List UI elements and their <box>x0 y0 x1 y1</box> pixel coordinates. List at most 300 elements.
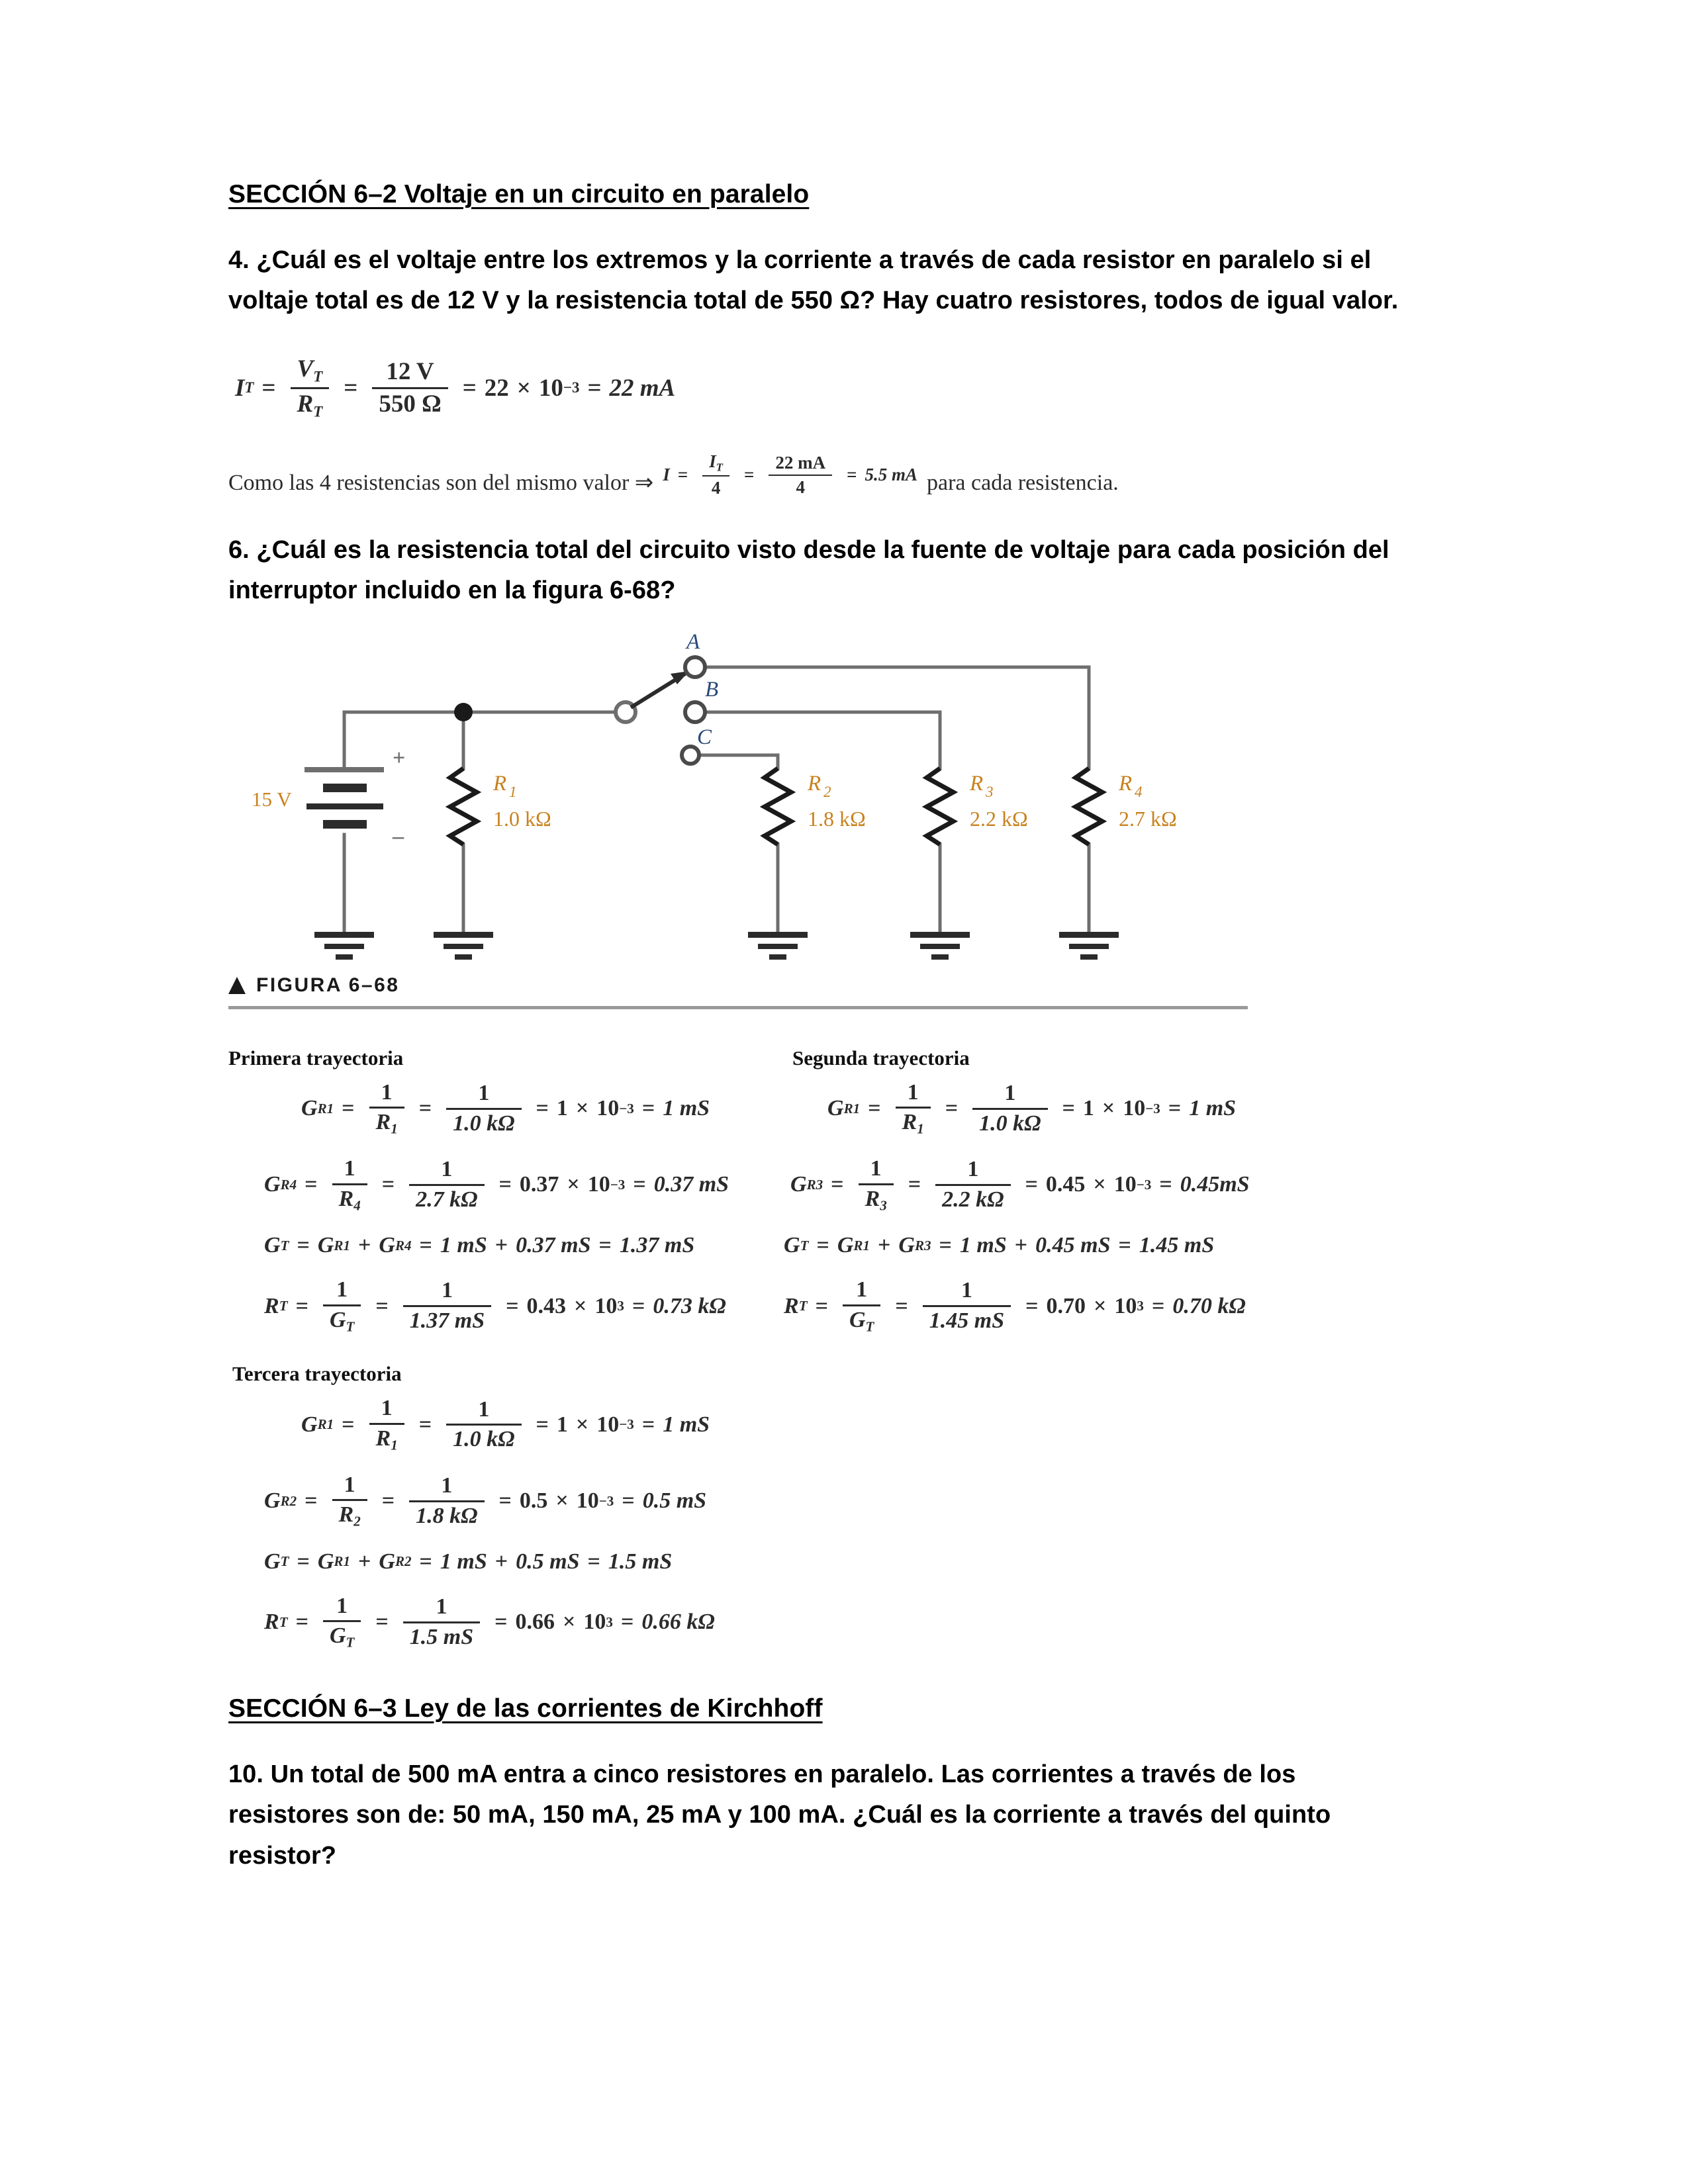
equation-gt-sum <box>784 1233 1274 1258</box>
exponent: 3 <box>606 1614 613 1630</box>
equals-2: = <box>381 1488 395 1514</box>
mantissa: 0.43 <box>526 1293 567 1318</box>
path-equations-primera <box>264 1079 731 1335</box>
eq-lhs: G <box>790 1172 807 1197</box>
mantissa: 0.45 <box>1045 1172 1086 1197</box>
resistor-r1-value: 1.0 kΩ <box>493 806 551 831</box>
equals-2: = <box>939 1233 952 1258</box>
equals-2: = <box>908 1172 921 1197</box>
fraction-1-over-value <box>409 1158 484 1212</box>
exponent: −3 <box>598 1492 614 1509</box>
result-mantissa: 22 <box>484 374 509 402</box>
equation-gr3 <box>790 1157 1274 1213</box>
question-4-text: 4. ¿Cuál es el voltaje entre los extremos y la corriente a través de cada resistor en paralelo si el voltaje total es de 12 V y la resistencia total de 550 Ω? Hay cuatro resistores, todos de igual valor. <box>228 246 1399 315</box>
fraction-1-over-r <box>896 1081 931 1137</box>
fraction-bar <box>403 1621 480 1623</box>
figure-caption <box>228 974 1420 997</box>
switch-terminal-a[interactable] <box>685 657 705 677</box>
equation-gr1 <box>827 1081 1274 1137</box>
inline-result: 5.5 mA <box>865 465 918 485</box>
fraction-bar <box>935 1184 1010 1186</box>
b-value: 0.37 mS <box>516 1233 591 1258</box>
times: × <box>1094 1293 1107 1318</box>
final-value: 1 mS <box>663 1412 710 1437</box>
resistor-r1-name: R <box>493 771 507 796</box>
circuit-diagram-svg <box>228 633 1420 970</box>
fraction-1-over-value <box>935 1158 1010 1212</box>
term-b-sub: R3 <box>914 1237 931 1253</box>
resistor-r1 <box>450 768 477 844</box>
numerator-one: 1 <box>967 1157 979 1182</box>
numerator-one: 1 <box>441 1473 453 1498</box>
vt-subscript: T <box>313 368 323 385</box>
times: × <box>575 1412 589 1437</box>
equals-2: = <box>419 1233 432 1258</box>
document-content <box>228 179 1420 1876</box>
numerator-22ma: 22 mA <box>775 452 826 473</box>
den-value: 1.37 mS <box>409 1308 485 1334</box>
final-value: 0.73 kΩ <box>653 1293 726 1318</box>
numerator-one: 1 <box>344 1472 355 1497</box>
fraction-it-4 <box>702 452 729 498</box>
base: 10 <box>596 1096 620 1121</box>
equals-2: = <box>375 1293 389 1318</box>
numerator-one: 1 <box>336 1593 348 1618</box>
equation-rt <box>784 1278 1274 1334</box>
numerator-one: 1 <box>870 1156 882 1181</box>
question-10-text: 10. Un total de 500 mA entra a cinco resistores en paralelo. Las corrientes a través de los resistores son de: 50 mA, 150 mA, 25 mA y 100 mA. ¿Cuál es la corriente a través del quinto resistor? <box>228 1760 1331 1870</box>
term-b: G <box>379 1549 395 1574</box>
equals-3: = <box>1118 1233 1131 1258</box>
equals-4: = <box>632 1293 645 1318</box>
equals-1: = <box>305 1488 318 1514</box>
a-value: 1 mS <box>959 1233 1007 1258</box>
fraction-bar <box>332 1183 367 1185</box>
equals-1: = <box>297 1549 310 1574</box>
note-tail-text: para cada resistencia. <box>927 470 1119 495</box>
denominator-4b: 4 <box>796 477 805 497</box>
equals-1: = <box>868 1096 881 1121</box>
section-heading-6-2: SECCIÓN 6–2 Voltaje en un circuito en paralelo <box>228 180 810 208</box>
den-symbol: R <box>375 1110 391 1135</box>
equation-rt <box>264 1278 731 1334</box>
resistor-r3 <box>927 768 953 844</box>
figure-divider-rule <box>228 1006 1248 1009</box>
term-b: G <box>898 1233 915 1258</box>
numerator-one: 1 <box>478 1396 490 1422</box>
battery-plus-sign: + <box>393 745 406 770</box>
resistor-r2 <box>765 768 791 844</box>
mantissa: 1 <box>556 1096 568 1121</box>
mantissa: 0.70 <box>1046 1293 1086 1318</box>
equals-2: = <box>375 1610 389 1635</box>
ground-r4 <box>1059 932 1119 960</box>
eq-lhs-sub: R3 <box>806 1176 823 1193</box>
term-a-sub: R1 <box>334 1553 350 1570</box>
final-value: 1.5 mS <box>608 1549 673 1574</box>
mantissa: 0.66 <box>515 1610 555 1635</box>
base: 10 <box>1114 1293 1137 1318</box>
b-value: 0.5 mS <box>516 1549 580 1574</box>
mantissa: 0.5 <box>519 1488 548 1514</box>
fraction-12v-550ohm <box>372 359 447 418</box>
final-value: 1 mS <box>663 1096 710 1121</box>
eq-lhs-sub: R2 <box>280 1492 297 1509</box>
den-subscript: 4 <box>353 1197 361 1214</box>
fraction-1-over-gt-value <box>923 1279 1011 1333</box>
fraction-1-over-value <box>972 1081 1047 1136</box>
term-a: G <box>837 1233 854 1258</box>
fraction-bar <box>972 1108 1047 1110</box>
a-value: 1 mS <box>440 1233 487 1258</box>
equals-3: = <box>598 1233 612 1258</box>
resistor-r4-value: 2.7 kΩ <box>1119 806 1177 831</box>
switch-label-a: A <box>686 632 700 654</box>
plus: + <box>358 1549 371 1574</box>
eq-lhs-sub: T <box>798 1298 808 1314</box>
equals-1: = <box>342 1096 355 1121</box>
den-value: 1.0 kΩ <box>979 1111 1041 1136</box>
fraction-vt-rt <box>291 356 330 420</box>
den-symbol: R <box>338 1186 354 1211</box>
equals-3: = <box>1025 1172 1038 1197</box>
fraction-bar <box>446 1108 521 1110</box>
numerator-one: 1 <box>961 1278 972 1303</box>
equals-4: = <box>1151 1293 1165 1318</box>
equation-gt-sum <box>264 1233 731 1258</box>
switch-assembly[interactable] <box>616 657 705 764</box>
ground-battery <box>314 932 374 960</box>
fraction-1-over-gt-value <box>403 1279 491 1333</box>
den-subscript: 3 <box>880 1197 887 1214</box>
equals-2: = <box>895 1293 908 1318</box>
denominator-550ohm: 550 Ω <box>379 390 442 418</box>
numerator-one: 1 <box>1004 1081 1016 1106</box>
equals-sign-4: = <box>587 374 602 402</box>
eq-lhs: G <box>264 1172 281 1197</box>
equals-3: = <box>536 1096 549 1121</box>
exponent: −3 <box>610 1176 626 1193</box>
equals-3: = <box>498 1488 512 1514</box>
path-title-tercera: Tercera trayectoria <box>232 1362 402 1386</box>
den-value: 2.7 kΩ <box>416 1187 478 1212</box>
exponent: −3 <box>619 1416 634 1433</box>
section-heading-6-3: SECCIÓN 6–3 Ley de las corrientes de Kirchhoff <box>228 1694 823 1723</box>
fraction-1-over-gt-value <box>403 1595 480 1649</box>
fraction-bar <box>923 1305 1011 1307</box>
numerator-one: 1 <box>441 1157 453 1182</box>
question-6-text: 6. ¿Cuál es la resistencia total del circuito visto desde la fuente de voltaje para cada posición del interruptor incluido en la figura 6-68? <box>228 535 1389 605</box>
eq-lhs-sub: T <box>800 1237 809 1253</box>
resistor-r4 <box>1076 768 1102 844</box>
final-value: 0.66 kΩ <box>641 1610 715 1635</box>
equals-1: = <box>295 1293 308 1318</box>
base: 10 <box>596 1412 620 1437</box>
numerator-one: 1 <box>856 1277 868 1302</box>
resistor-r2-name: R <box>808 771 821 796</box>
den-symbol: R <box>375 1426 391 1451</box>
term-a: G <box>317 1549 334 1574</box>
battery-voltage-label: 15 V <box>252 787 292 811</box>
resistor-r2-index: 2 <box>823 783 831 800</box>
battery-minus-sign: – <box>393 823 404 848</box>
equals-sign-2: = <box>743 465 755 485</box>
exponent: −3 <box>1145 1100 1160 1116</box>
path-title-primera: Primera trayectoria <box>228 1046 404 1069</box>
resistor-r4-name: R <box>1119 771 1133 796</box>
equals-4: = <box>620 1610 634 1635</box>
den-value: 1.8 kΩ <box>416 1503 478 1528</box>
den-subscript: 2 <box>353 1513 361 1529</box>
equals-3: = <box>498 1172 512 1197</box>
figure-6-68 <box>228 633 1420 970</box>
den-value: 1.0 kΩ <box>453 1427 515 1452</box>
term-b: G <box>379 1233 395 1258</box>
plus: + <box>878 1233 891 1258</box>
final-value: 1.45 mS <box>1139 1233 1215 1258</box>
equals-3: = <box>1025 1293 1039 1318</box>
eq-lhs: G <box>301 1096 318 1121</box>
times: × <box>1093 1172 1106 1197</box>
eq-lhs-sub: R1 <box>317 1416 334 1433</box>
times: × <box>555 1488 569 1514</box>
fraction-1-over-r <box>369 1081 404 1137</box>
numerator-12v: 12 V <box>386 357 434 385</box>
equation-gt-sum <box>264 1549 1420 1574</box>
inline-equation-per-resistor <box>663 452 917 498</box>
resistor-r1-index: 1 <box>509 783 517 800</box>
eq-lhs-sub: R1 <box>317 1100 334 1116</box>
eq-lhs-sub: T <box>280 1553 289 1570</box>
triangle-marker-icon <box>228 977 246 994</box>
numerator-one: 1 <box>336 1277 348 1302</box>
exponent: −3 <box>1136 1176 1152 1193</box>
result-base: 10 <box>538 374 563 402</box>
fraction-bar <box>291 387 330 389</box>
eq-lhs-symbol: I <box>235 374 245 402</box>
it-symbol: I <box>709 451 716 472</box>
final-value: 1.37 mS <box>619 1233 695 1258</box>
exponent: −3 <box>619 1100 634 1116</box>
resistor-r2-value: 1.8 kΩ <box>808 806 866 831</box>
equation-rt <box>264 1594 1420 1651</box>
resistor-zigzag <box>765 768 791 844</box>
fraction-22ma-4 <box>769 453 832 497</box>
base: 10 <box>576 1488 599 1514</box>
equals-sign-3: = <box>847 465 857 485</box>
base: 10 <box>1113 1172 1137 1197</box>
den-value: 1.5 mS <box>409 1624 474 1649</box>
switch-label-c: C <box>697 725 712 749</box>
switch-terminal-b[interactable] <box>685 702 705 722</box>
switch-label-b: B <box>705 677 719 702</box>
inline-lhs: I <box>663 465 670 485</box>
eq-lhs-subscript: T <box>244 379 254 396</box>
fraction-1-over-g <box>323 1594 361 1651</box>
equals-1: = <box>305 1172 318 1197</box>
resistor-r3-name: R <box>970 771 984 796</box>
resistor-zigzag <box>927 768 953 844</box>
den-value: 1.0 kΩ <box>453 1111 515 1136</box>
eq-lhs-sub: T <box>280 1237 289 1253</box>
numerator-one: 1 <box>381 1396 393 1421</box>
equation-total-current <box>235 356 1420 420</box>
equals-4: = <box>641 1096 655 1121</box>
equals-1: = <box>342 1412 355 1437</box>
resistor-r4-index: 4 <box>1135 783 1143 800</box>
equals-2: = <box>418 1096 432 1121</box>
numerator-one: 1 <box>381 1079 393 1105</box>
eq-lhs-sub: R1 <box>843 1100 861 1116</box>
fraction-bar <box>372 387 447 389</box>
equals-3: = <box>587 1549 600 1574</box>
equals-1: = <box>295 1610 308 1635</box>
eq-lhs: G <box>264 1549 281 1574</box>
equals-4: = <box>1168 1096 1182 1121</box>
mantissa: 1 <box>556 1412 568 1437</box>
equals-sign-1: = <box>261 374 276 402</box>
den-symbol: R <box>865 1186 880 1211</box>
term-a-sub: R1 <box>334 1237 350 1253</box>
eq-lhs: R <box>264 1293 279 1318</box>
denominator-4: 4 <box>711 478 721 498</box>
mantissa: 0.37 <box>519 1172 559 1197</box>
equals-1: = <box>831 1172 844 1197</box>
eq-lhs: G <box>301 1412 318 1437</box>
den-subscript: 1 <box>391 1121 398 1138</box>
final-current-value: 22 mA <box>609 374 676 402</box>
times: × <box>574 1293 587 1318</box>
final-value: 0.70 kΩ <box>1172 1293 1246 1318</box>
den-value: 2.2 kΩ <box>942 1187 1004 1212</box>
fraction-bar <box>323 1304 361 1306</box>
equation-gr1 <box>301 1081 731 1137</box>
eq-lhs: R <box>784 1293 799 1318</box>
times: × <box>567 1172 580 1197</box>
rt-symbol: R <box>297 390 314 418</box>
ground-symbols <box>314 932 1119 960</box>
path-block-segunda <box>758 1046 1274 1335</box>
final-value: 0.37 mS <box>653 1172 729 1197</box>
fraction-1-over-value <box>446 1081 521 1136</box>
vt-symbol: V <box>297 355 314 383</box>
den-symbol: G <box>329 1623 346 1649</box>
resistor-r3-index: 3 <box>986 783 994 800</box>
plus-2: + <box>1014 1233 1028 1258</box>
final-value: 1 mS <box>1189 1096 1237 1121</box>
path-equations-segunda <box>784 1079 1274 1335</box>
plus-2: + <box>494 1233 508 1258</box>
base: 10 <box>583 1610 606 1635</box>
equals-2: = <box>381 1172 395 1197</box>
eq-lhs-sub: T <box>279 1298 288 1314</box>
den-symbol: R <box>338 1502 354 1527</box>
exponent: 3 <box>1137 1298 1144 1314</box>
base: 10 <box>1123 1096 1146 1121</box>
base: 10 <box>587 1172 610 1197</box>
fraction-bar <box>332 1499 367 1501</box>
equals-sign-2: = <box>344 374 358 402</box>
equals-4: = <box>1159 1172 1172 1197</box>
figure-caption-label: FIGURA 6–68 <box>256 974 400 996</box>
fraction-bar <box>369 1107 404 1109</box>
fraction-1-over-r <box>369 1396 404 1453</box>
equals-3: = <box>536 1412 549 1437</box>
den-symbol: R <box>902 1110 917 1135</box>
rt-subscript: T <box>313 403 323 420</box>
equals-3: = <box>506 1293 519 1318</box>
fraction-1-over-value <box>446 1398 521 1452</box>
fraction-bar <box>769 475 832 476</box>
equals-2: = <box>945 1096 959 1121</box>
final-value: 0.5 mS <box>642 1488 707 1514</box>
path-title-segunda: Segunda trayectoria <box>792 1046 970 1069</box>
paths-columns <box>228 1046 1420 1335</box>
eq-lhs-sub: T <box>279 1614 288 1630</box>
equals-sign: = <box>677 465 688 485</box>
eq-lhs: G <box>264 1488 281 1514</box>
plus-2: + <box>494 1549 508 1574</box>
fraction-bar <box>843 1304 880 1306</box>
base: 10 <box>594 1293 618 1318</box>
fraction-1-over-value <box>409 1474 484 1528</box>
fraction-bar <box>403 1305 491 1307</box>
fraction-1-over-g <box>323 1278 361 1334</box>
eq-lhs: R <box>264 1610 279 1635</box>
term-b-sub: R2 <box>395 1553 412 1570</box>
numerator-one: 1 <box>478 1081 490 1106</box>
equals-sign-3: = <box>462 374 477 402</box>
result-exponent: −3 <box>563 379 580 396</box>
equals-2: = <box>419 1549 432 1574</box>
den-value: 1.45 mS <box>929 1308 1005 1334</box>
equals-1: = <box>816 1233 829 1258</box>
exponent: 3 <box>617 1298 624 1314</box>
den-symbol: G <box>329 1307 346 1332</box>
numerator-one: 1 <box>907 1079 919 1105</box>
numerator-one: 1 <box>436 1594 447 1619</box>
times: × <box>1102 1096 1115 1121</box>
ground-r1 <box>434 932 493 960</box>
numerator-one: 1 <box>441 1278 453 1303</box>
eq-lhs: G <box>784 1233 800 1258</box>
junction-node-dot <box>454 703 473 721</box>
equation-gr1 <box>301 1396 1420 1453</box>
ground-r3 <box>910 932 970 960</box>
times: × <box>575 1096 589 1121</box>
times-sign: × <box>516 374 531 402</box>
resistor-r3-value: 2.2 kΩ <box>970 806 1028 831</box>
resistor-zigzag <box>1076 768 1102 844</box>
numerator-one: 1 <box>344 1156 355 1181</box>
den-subscript: 1 <box>391 1437 398 1453</box>
equals-4: = <box>622 1488 635 1514</box>
times: × <box>563 1610 576 1635</box>
term-a: G <box>317 1233 334 1258</box>
equation-gr2 <box>264 1473 1420 1529</box>
equals-2: = <box>418 1412 432 1437</box>
den-subscript: T <box>346 1635 355 1651</box>
den-subscript: 1 <box>917 1121 924 1138</box>
den-subscript: T <box>346 1318 355 1335</box>
den-subscript: T <box>865 1318 874 1335</box>
plus: + <box>358 1233 371 1258</box>
mantissa: 1 <box>1082 1096 1094 1121</box>
fraction-bar <box>323 1620 361 1622</box>
fraction-bar <box>409 1500 484 1502</box>
path-equations-tercera <box>264 1396 1420 1651</box>
battery-symbol <box>305 767 384 829</box>
